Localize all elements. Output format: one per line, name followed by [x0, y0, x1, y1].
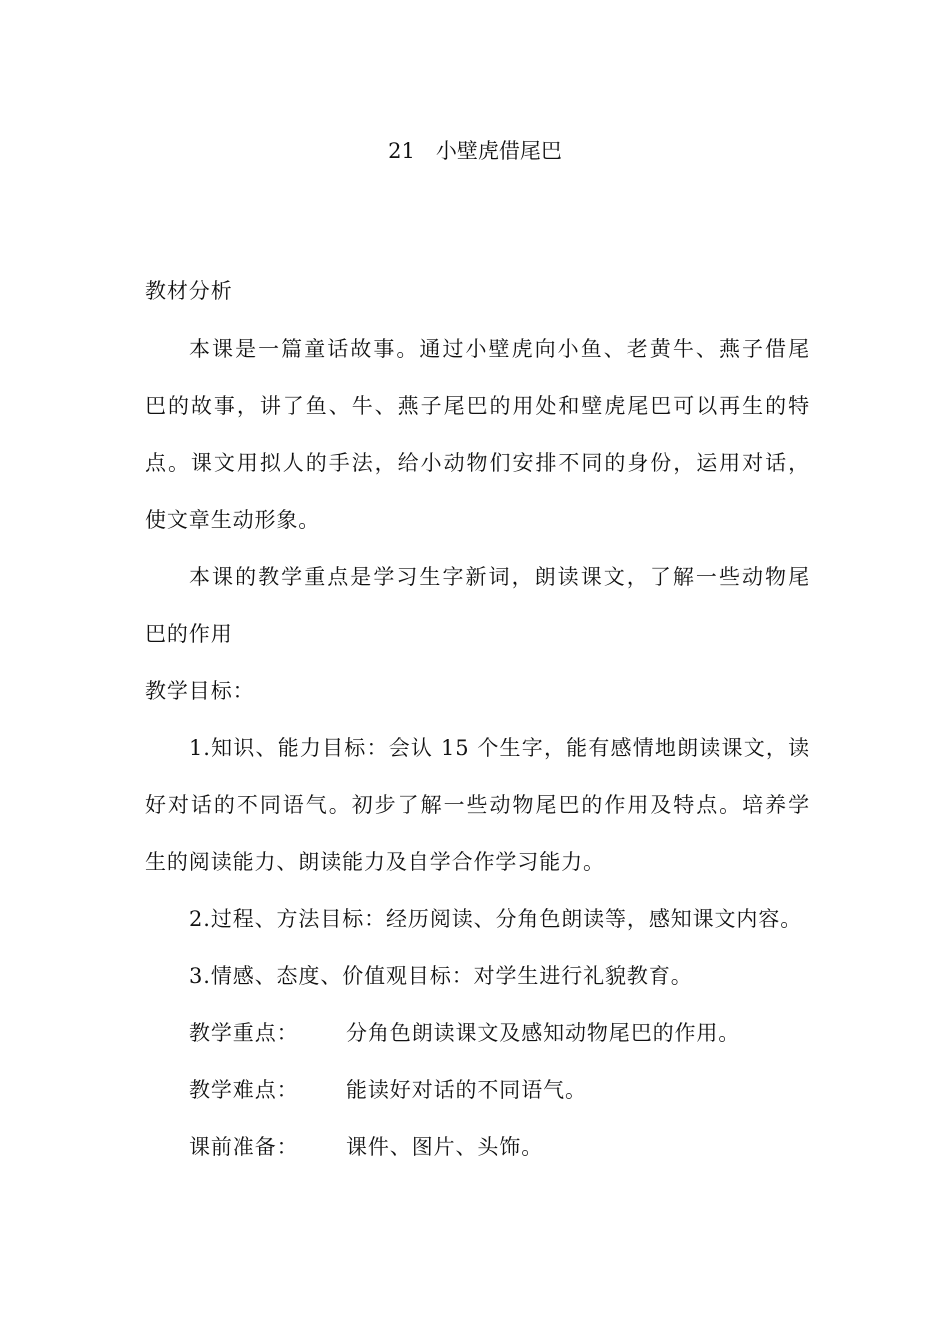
analysis-heading: 教材分析 [145, 279, 233, 303]
lesson-title: 21 小壁虎借尾巴 [388, 139, 562, 163]
goal2-text: 2.过程、方法目标：经历阅读、分角色朗读等，感知课文内容。 [189, 907, 803, 931]
preparation-value: 课件、图片、头饰。 [346, 1135, 544, 1159]
analysis-p2-line-2: 巴的作用 [145, 622, 233, 646]
analysis-p1-line-3: 点。课文用拟人的手法，给小动物们安排不同的身份，运用对话， [145, 451, 810, 475]
goal3-text: 3.情感、态度、价值观目标：对学生进行礼貌教育。 [189, 964, 693, 988]
analysis-p1-line-2: 巴的故事，讲了鱼、牛、燕子尾巴的用处和壁虎尾巴可以再生的特 [145, 394, 810, 418]
goals-heading: 教学目标： [145, 679, 255, 703]
analysis-p2-line-1: 本课的教学重点是学习生字新词，朗读课文，了解一些动物尾 [189, 565, 810, 589]
analysis-p1-line-4: 使文章生动形象。 [145, 508, 321, 532]
difficulty-value: 能读好对话的不同语气。 [346, 1078, 587, 1102]
difficulty-label: 教学难点： [189, 1078, 299, 1102]
preparation-label: 课前准备： [189, 1135, 299, 1159]
key-point-value: 分角色朗读课文及感知动物尾巴的作用。 [346, 1021, 741, 1045]
goal1-line-2: 好对话的不同语气。初步了解一些动物尾巴的作用及特点。培养学 [145, 793, 810, 817]
key-point-label: 教学重点： [189, 1021, 299, 1045]
goal1-line-3: 生的阅读能力、朗读能力及自学合作学习能力。 [145, 850, 605, 874]
goal1-line-1: 1.知识、能力目标：会认 15 个生字，能有感情地朗读课文，读 [189, 736, 810, 760]
analysis-p1-line-1: 本课是一篇童话故事。通过小壁虎向小鱼、老黄牛、燕子借尾 [189, 337, 810, 361]
